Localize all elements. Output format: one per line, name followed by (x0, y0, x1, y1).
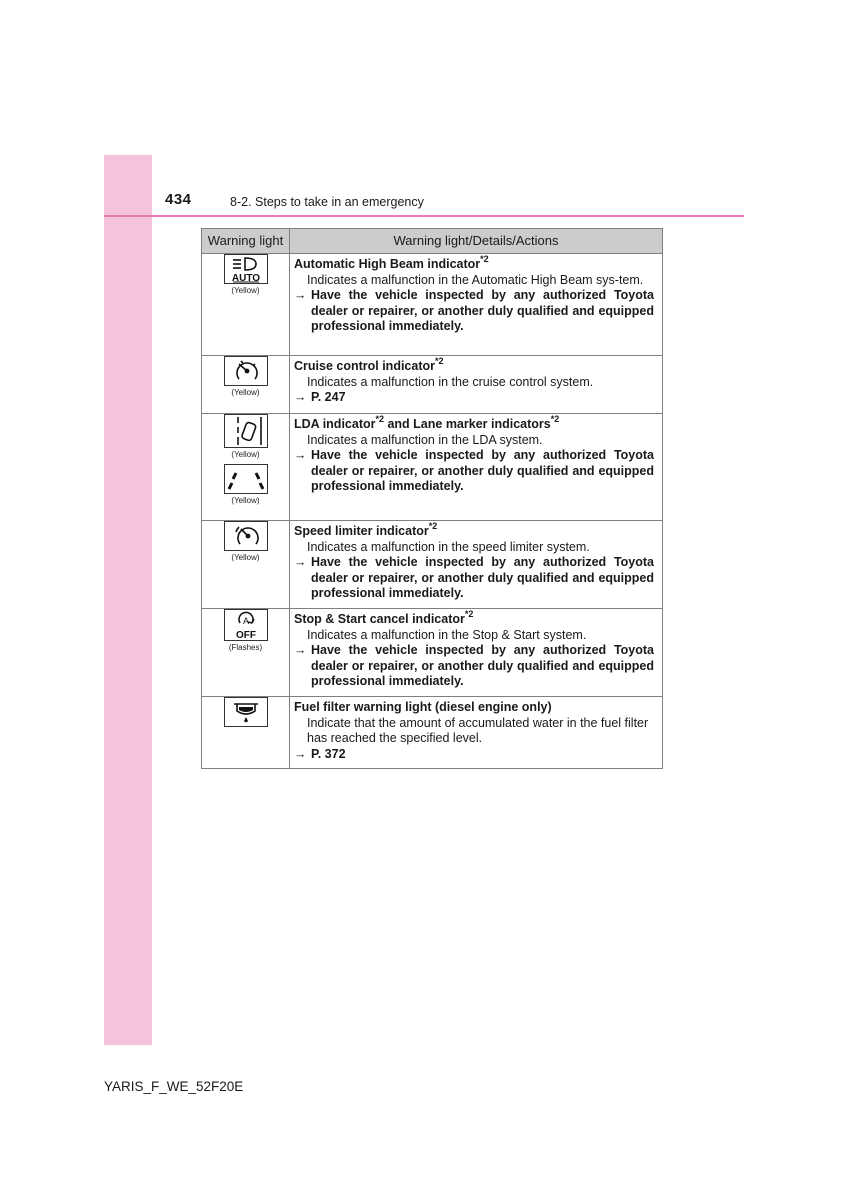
row-detail: Indicate that the amount of accumulated water in the fuel filter has reached the specified level. (307, 715, 649, 746)
details-cell (290, 414, 663, 521)
row-heading: Cruise control indicator$^{*2}$ (294, 356, 444, 373)
col-warning-light: Warning light (202, 229, 290, 254)
stop-start-off-text: OFF (235, 630, 256, 640)
details-cell (290, 609, 663, 697)
icon-caption: (Yellow) (231, 496, 260, 505)
lane-marker-icon (224, 464, 268, 494)
icon-cell (202, 697, 290, 769)
icon-cell (202, 356, 290, 414)
auto-high-beam-icon (224, 254, 268, 284)
auto-icon-text: AUTO (231, 273, 260, 283)
icon-caption: (Yellow) (231, 450, 260, 459)
footer-code: YARIS_F_WE_52F20E (104, 1079, 244, 1094)
row-heading: LDA indicator$^{*2}$ and Lane marker indicators$^{*2}$ (294, 414, 560, 431)
icon-cell (202, 521, 290, 609)
speed-limiter-icon (224, 521, 268, 551)
page-number: 434 (165, 191, 192, 208)
table-row (202, 356, 663, 414)
row-heading: Fuel filter warning light (diesel engine only) (294, 700, 552, 714)
icon-cell (202, 414, 290, 521)
row-action: → Have the vehicle inspected by any authorized Toyota dealer or repairer, or another duly qualified and equipped professional immediately. (294, 448, 654, 494)
col-details: Warning light/Details/Actions (290, 229, 663, 254)
details-cell (290, 521, 663, 609)
table-header-row (202, 229, 663, 254)
icon-cell (202, 609, 290, 697)
lda-icon (224, 414, 268, 448)
row-detail: Indicates a malfunction in the Automatic High Beam sys-tem. (307, 272, 644, 287)
table-row (202, 521, 663, 609)
row-heading: Stop & Start cancel indicator$^{*2}$ (294, 609, 474, 626)
section-title: 8-2. Steps to take in an emergency (230, 195, 424, 209)
row-detail: Indicates a malfunction in the LDA system. (307, 432, 543, 447)
row-action: → Have the vehicle inspected by any authorized Toyota dealer or repairer, or another duly qualified and equipped professional immediately. (294, 555, 654, 601)
row-action: → Have the vehicle inspected by any authorized Toyota dealer or repairer, or another duly qualified and equipped professional immediately. (294, 643, 654, 689)
row-detail: Indicates a malfunction in the Stop & Start system. (307, 627, 587, 642)
row-action: → P. 247 (294, 390, 346, 405)
row-detail: Indicates a malfunction in the speed limiter system. (307, 539, 590, 554)
icon-caption: (Flashes) (228, 643, 263, 652)
icon-caption: (Yellow) (231, 553, 260, 562)
header-rule (104, 215, 744, 217)
details-cell (290, 254, 663, 356)
stop-start-a-text: A (242, 616, 249, 626)
icon-cell (202, 254, 290, 356)
fuel-filter-icon (224, 697, 268, 727)
icon-caption: (Yellow) (231, 388, 260, 397)
table-row (202, 254, 663, 356)
icon-caption: (Yellow) (231, 286, 260, 295)
details-cell (290, 356, 663, 414)
table-row (202, 414, 663, 521)
row-heading: Speed limiter indicator$^{*2}$ (294, 521, 438, 538)
table-row (202, 609, 663, 697)
row-heading: Automatic High Beam indicator$^{*2}$ (294, 254, 489, 271)
row-detail: Indicates a malfunction in the cruise control system. (307, 374, 594, 389)
side-tab (104, 155, 152, 1045)
table-row (202, 697, 663, 769)
warning-light-table (201, 228, 663, 769)
cruise-control-icon (224, 356, 268, 386)
row-action: → Have the vehicle inspected by any authorized Toyota dealer or repairer, or another duly qualified and equipped professional immediately. (294, 288, 654, 334)
row-action: → P. 372 (294, 746, 346, 761)
stop-start-off-icon (224, 609, 268, 641)
details-cell (290, 697, 663, 769)
